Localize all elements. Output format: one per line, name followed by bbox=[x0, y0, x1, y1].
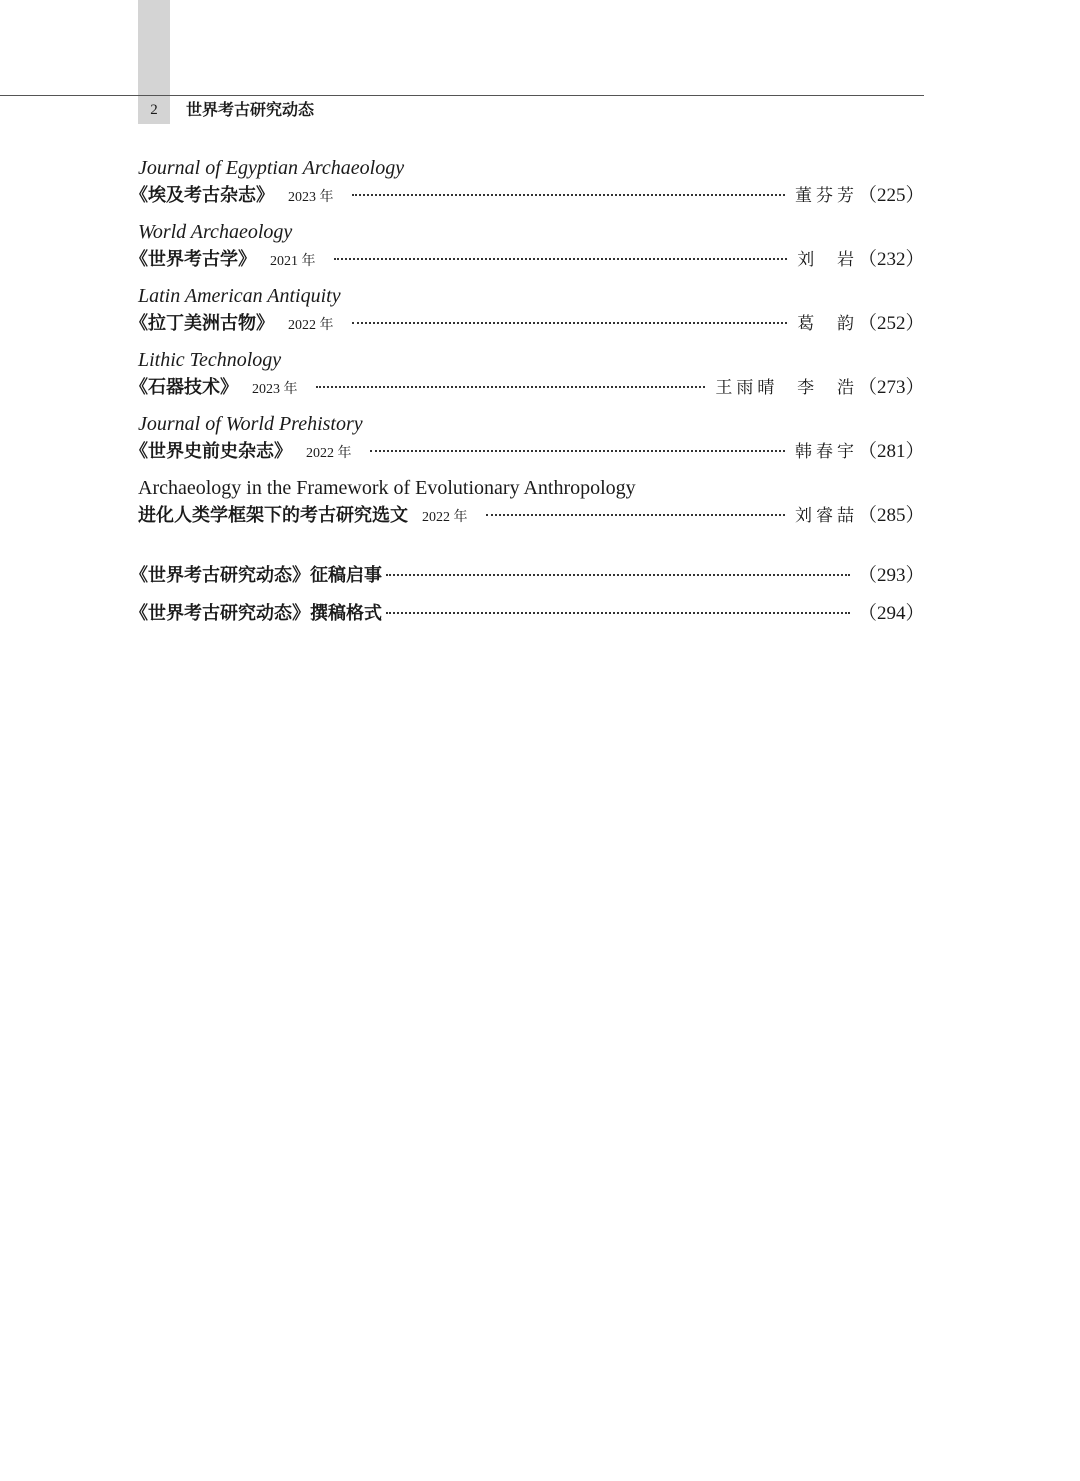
author: 刘睿喆 bbox=[795, 506, 858, 526]
toc-entry[interactable] bbox=[130, 344, 924, 408]
author: 刘 岩 bbox=[797, 250, 858, 270]
year: 2022 年 bbox=[306, 446, 352, 461]
chinese-title: 进化人类学框架下的考古研究选文 bbox=[138, 505, 408, 526]
chinese-line bbox=[130, 244, 924, 274]
year: 2022 年 bbox=[422, 510, 468, 525]
chinese-title: 《拉丁美洲古物》 bbox=[130, 313, 274, 334]
dot-leader bbox=[486, 514, 786, 516]
author: 董芬芳 bbox=[795, 186, 858, 206]
toc-entry[interactable] bbox=[130, 152, 924, 216]
end-item-title: 《世界考古研究动态》撰稿格式 bbox=[130, 603, 382, 624]
year: 2023 年 bbox=[252, 382, 298, 397]
chinese-line bbox=[130, 436, 924, 466]
toc-entry[interactable] bbox=[130, 408, 924, 472]
header-rule bbox=[0, 95, 924, 96]
toc-end-item[interactable] bbox=[130, 560, 924, 598]
dot-leader bbox=[386, 612, 850, 614]
chinese-line bbox=[130, 372, 924, 402]
page-ref: （273） bbox=[858, 377, 925, 398]
page-ref: （293） bbox=[858, 565, 925, 586]
dot-leader bbox=[386, 574, 850, 576]
table-of-contents bbox=[130, 152, 924, 636]
author: 葛 韵 bbox=[797, 314, 858, 334]
english-title: Lithic Technology bbox=[138, 349, 282, 371]
toc-end-item[interactable] bbox=[130, 598, 924, 636]
dot-leader bbox=[316, 386, 706, 388]
toc-entry[interactable] bbox=[130, 216, 924, 280]
chinese-title: 《世界史前史杂志》 bbox=[130, 441, 292, 462]
english-title: Journal of Egyptian Archaeology bbox=[138, 157, 405, 179]
english-title: Archaeology in the Framework of Evolutionary Anthropology bbox=[138, 477, 636, 499]
english-title: World Archaeology bbox=[138, 221, 293, 243]
chinese-line bbox=[130, 180, 924, 210]
year: 2021 年 bbox=[270, 254, 316, 269]
page-ref: （285） bbox=[858, 505, 925, 526]
chinese-title: 《埃及考古杂志》 bbox=[130, 185, 274, 206]
page-ref: （281） bbox=[858, 441, 925, 462]
year: 2022 年 bbox=[288, 318, 334, 333]
page-ref: （225） bbox=[858, 185, 925, 206]
chinese-line bbox=[130, 308, 924, 338]
dot-leader bbox=[370, 450, 786, 452]
year: 2023 年 bbox=[288, 190, 334, 205]
page-ref: （252） bbox=[858, 313, 925, 334]
dot-leader bbox=[352, 194, 786, 196]
section-spacer bbox=[130, 536, 924, 560]
chinese-title: 《石器技术》 bbox=[130, 377, 238, 398]
toc-entry[interactable] bbox=[130, 472, 924, 536]
dot-leader bbox=[352, 322, 788, 324]
toc-entry[interactable] bbox=[130, 280, 924, 344]
end-item-title: 《世界考古研究动态》征稿启事 bbox=[130, 565, 382, 586]
english-title: Latin American Antiquity bbox=[138, 285, 341, 307]
page-number: 2 bbox=[150, 102, 158, 118]
page-ref: （232） bbox=[858, 249, 925, 270]
chinese-title: 《世界考古学》 bbox=[130, 249, 256, 270]
author: 韩春宇 bbox=[795, 442, 858, 462]
author: 王雨晴 李 浩 bbox=[715, 378, 858, 398]
page-ref: （294） bbox=[858, 603, 925, 624]
running-title: 世界考古研究动态 bbox=[186, 100, 315, 119]
chinese-line bbox=[130, 500, 924, 530]
english-title: Journal of World Prehistory bbox=[138, 413, 363, 435]
dot-leader bbox=[334, 258, 788, 260]
